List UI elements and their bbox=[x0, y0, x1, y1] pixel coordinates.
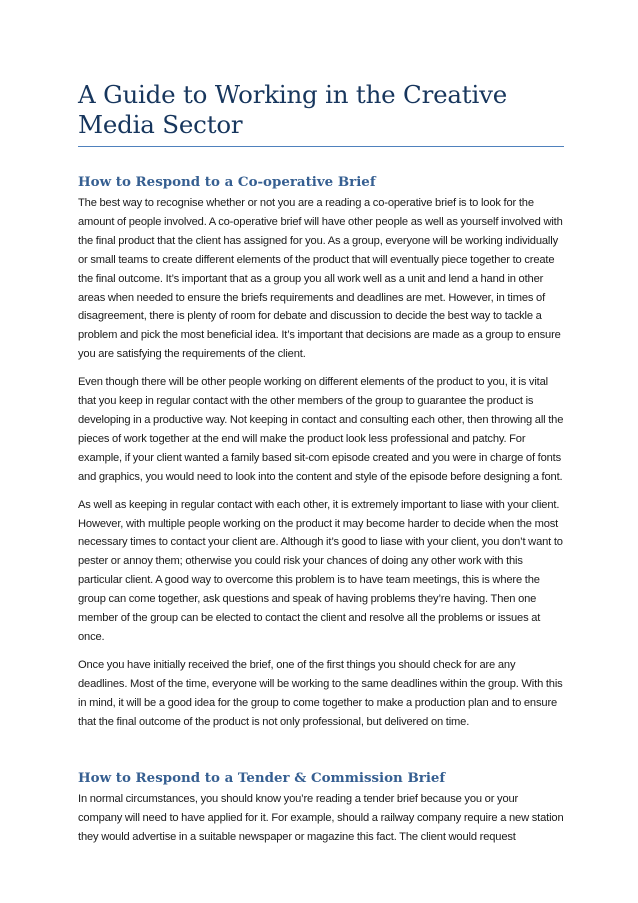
paragraph: In normal circumstances, you should know you’re reading a tender brief because you or your company will need to have applied for it. For example, should a railway company require a new station they would advertise in a suitable newspaper or magazine this fact. The client would request bbox=[78, 793, 564, 844]
section-cooperative-brief bbox=[78, 173, 564, 731]
title-line-1: A Guide to Working in the Creative bbox=[78, 80, 508, 109]
paragraph: Even though there will be other people working on different elements of the product to you, it is vital that you keep in regular contact with the other members of the group to guarantee the product is developing in a productive way. Not keeping in contact and consulting each other, then throwing all the pieces of work together at the end will make the product look less professional and patchy. For example, if your client wanted a family based sit-com episode created and you were in charge of fonts and graphics, you would need to look into the content and style of the episode before designing a font. bbox=[78, 376, 564, 483]
title-divider bbox=[78, 146, 564, 147]
paragraph: The best way to recognise whether or not you are a reading a co-operative brief is to look for the amount of people involved. A co-operative brief will have other people as well as yourself involved with the final product that the client has assigned for you. As a group, everyone will be working individually or small teams to create different elements of the product that will eventually piece together to create the final outcome. It’s important that as a group you all work well as a unit and lend a hand in other areas when needed to ensure the briefs requirements and deadlines are met. However, in times of disagreement, there is plenty of room for debate and discussion to decide the best way to tackle a problem and pick the most beneficial idea. It’s important that decisions are made as a group to ensure you are satisfying the requirements of the client. bbox=[78, 197, 563, 361]
section-heading: How to Respond to a Tender & Commission Brief bbox=[78, 770, 446, 787]
title-line-2: Media Sector bbox=[78, 110, 243, 139]
section-heading: How to Respond to a Co-operative Brief bbox=[78, 174, 376, 190]
section-tender-commission-brief bbox=[78, 769, 564, 847]
paragraph: As well as keeping in regular contact with each other, it is extremely important to liase with your client. However, with multiple people working on the product it may become harder to decide when the most necessary times to contact your client are. Although it’s good to liase with your client, you don’t want to pester or annoy them; otherwise you could risk your chances of doing any other work with this particular client. A good way to overcome this problem is to have team meetings, this is where the group can come together, ask questions and speak of having problems they’re having. Then one member of the group can be elected to contact the client and resolve all the problems or issues at once. bbox=[78, 498, 563, 643]
document-page bbox=[78, 80, 564, 856]
paragraph: Once you have initially received the brief, one of the first things you should check for are any deadlines. Most of the time, everyone will be working to the same deadlines within the group. With this in mind, it will be a good idea for the group to come together to make a production plan and to ensure that the final outcome of the product is not only professional, but delivered on time. bbox=[78, 658, 563, 728]
document-title bbox=[78, 80, 564, 146]
